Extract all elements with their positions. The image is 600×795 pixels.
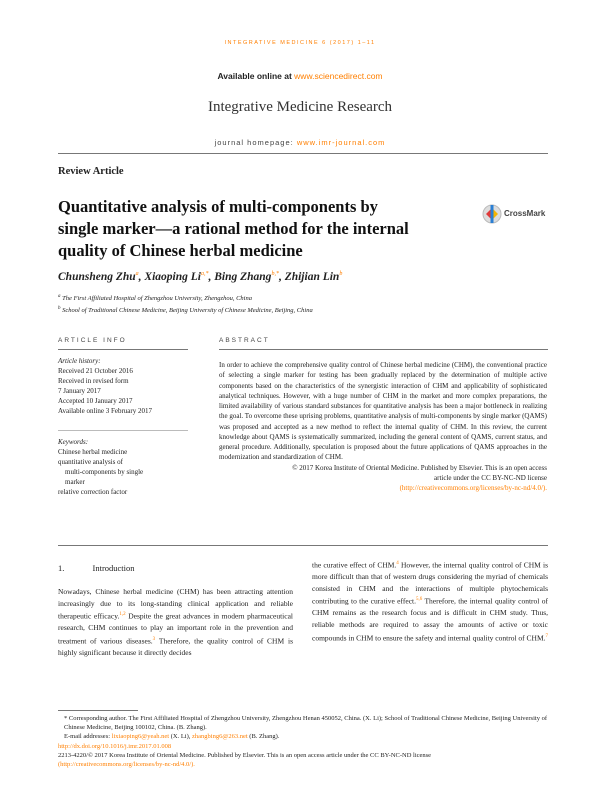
header-rule [58,153,548,154]
journal-name: Integrative Medicine Research [207,99,393,115]
keyword[interactable]: marker [65,478,85,486]
section-number: 1. [58,563,65,573]
email-owner: (B. Zhang). [249,733,280,741]
section-title: Introduction [92,563,135,573]
intro-text: Nowadays, Chinese herbal medicine (CHM) has been attracting attention increasingly due to its long-standing clinical application and reliable therapeutic efficacy. [58,587,293,621]
email-link[interactable]: zhangbing6@263.net [192,733,248,741]
homepage-prefix: journal homepage: [214,138,294,147]
author-name: Bing Zhang [214,271,272,283]
sciencedirect-link[interactable]: www.sciencedirect.com [294,71,383,81]
author-name: Chunsheng Zhu [58,271,136,283]
title-line: single marker—a rational method for the internal [58,219,409,238]
citation[interactable]: 3 [152,636,156,642]
intro-text: Despite the great advances in modern pharmaceutical research, CHM continues to play an important role in the prevention and treatment of various diseases. [58,611,293,646]
affiliation [58,306,313,314]
author-name: Xiaoping Li [144,271,201,283]
keyword[interactable]: multi-components by single [65,468,144,476]
email-prefix: E-mail addresses: [64,733,111,741]
affiliation-text: The First Affiliated Hospital of Zhengzhou University, Zhengzhou, China [62,295,252,303]
affiliation-text: School of Traditional Chinese Medicine, Beijing University of Chinese Medicine, Beijing, China [62,307,313,315]
intro-column-left [58,586,293,659]
affiliation-mark: a [58,294,61,299]
intro-text: the curative effect of CHM. [312,560,397,570]
homepage-link[interactable]: www.imr-journal.com [296,138,386,147]
keyword[interactable]: quantitative analysis of [58,458,123,466]
email-link[interactable]: lixiaoping6@yeah.net [111,733,170,741]
available-prefix: Available online at [217,71,292,81]
crossmark-label: CrossMark [504,209,546,218]
doi-link[interactable]: http://dx.doi.org/10.1016/j.imr.2017.01.008 [58,742,172,750]
author-name: Zhijian Lin [284,271,340,283]
info-divider [58,430,188,431]
title-line: quality of Chinese herbal medicine [58,241,303,260]
author-affil[interactable]: b,* [271,271,279,278]
author-affil[interactable]: b [339,271,343,278]
crossmark-badge[interactable] [480,199,550,229]
history-item: Accepted 10 January 2017 [58,397,133,405]
footnote-rule [58,710,138,711]
license-link[interactable]: (http://creativecommons.org/licenses/by-nc-nd/4.0/). [399,484,547,492]
author-affil[interactable]: a,* [200,271,209,278]
intro-text: However, the internal quality control of CHM is more difficult than that of western drugs considering the myriad of chemicals consisted in CHM and the interactions of multiple phytochemicals contributing to the curative effect. [312,560,548,606]
corresponding-author: * Corresponding author. The First Affiliated Hospital of Zhengzhou University, Zhengzhou Henan 450052, China. (X. Li); School of Traditional Chinese Medicine, Beijing University of Chinese Medicine, Beijing 100102, China. (B. Zhang). [64,715,547,732]
article-type: Review Article [58,166,124,177]
history-label: Article history: [58,357,101,365]
affiliation [58,294,252,302]
abstract-rule [219,349,548,350]
info-rule [58,349,188,350]
history-item: Received in revised form [58,377,129,385]
intro-text: Therefore, the quality control of CHM is highly significant because it directly decides [58,636,293,657]
citation[interactable]: 1,2 [119,612,126,618]
citation[interactable]: 7 [545,633,548,639]
citation[interactable]: 5,6 [415,597,423,603]
available-online [0,71,600,81]
copyright-line: article under the CC BY-NC-ND license [434,473,547,482]
title-line: Quantitative analysis of multi-components by [58,197,378,216]
affiliation-mark: b [58,306,61,311]
intro-text: Therefore, the internal quality control of CHM remains as the research focus and is difficult in CHM study. Thus, reliable methods are required to assay the amounts of active or toxic compounds in CHM to ensure the safety and internal quality control of CHM. [312,596,548,643]
article-history [58,356,188,416]
abstract-bottom-rule [58,545,548,546]
section-heading [58,563,135,573]
intro-column-right [312,558,548,644]
author-list: Chunsheng Zhu$^a$, Xiaoping $Li^{a,*}$, Bing Zhang$^{b,*}$, Zhijian Lin$^b$ [58,271,343,283]
history-item: 7 January 2017 [58,387,101,395]
keywords [58,437,188,497]
history-item: Received 21 October 2016 [58,367,133,375]
keyword[interactable]: Chinese herbal medicine [58,448,128,456]
email-owner: (X. Li), [170,733,191,741]
keywords-label: Keywords: [58,438,89,446]
keyword[interactable]: relative correction factor [58,488,128,496]
citation[interactable]: 4 [396,561,399,566]
issn-line: 2213-4220/© 2017 Korea Institute of Oriental Medicine. Published by Elsevier. This is an open access article under the CC BY-NC-ND license [58,751,432,759]
article-title [58,196,458,262]
running-header: INTEGRATIVE MEDICINE 6 (2017) 1–11 [224,40,376,46]
abstract-text: In order to achieve the comprehensive quality control of Chinese herbal medicine (CHM), the conventional practice of selecting a single marker for testing has been gradually replaced by the determination of multiple active components based on the characteristics of the synergistic interaction of CHM and applicability of sophisticated analytical techniques. However, with a huge number of CHM in the market and more complex preparations, the limited availability of various standard substances for quantitative analysis has been a major bottleneck in realizing the goal. To overcome these uprising problems, quantitative analysis of multi-components by single marker (QAMS) was proposed and accepted as a new method to reflect the internal quality of CHM. In this review, the current knowledge about QAMS is systematically summarized, including the general content of QAMS, current status, and general procedure. Additionally, speculation is proposed about the future applications of QAMS approaches in the modernization and standardization of CHM. [219,361,547,462]
abstract-label: ABSTRACT [219,337,270,344]
footnotes [58,714,548,769]
journal-homepage [0,138,600,147]
article-info-label: ARTICLE INFO [58,337,127,344]
license-footer-link[interactable]: (http://creativecommons.org/licenses/by-nc-nd/4.0/). [58,761,195,769]
history-item: Available online 3 February 2017 [58,407,152,415]
author-affil[interactable]: a [135,271,139,278]
email-line [58,732,548,741]
copyright-line: © 2017 Korea Institute of Oriental Medicine. Published by Elsevier. This is an open access [292,463,547,472]
abstract-body [219,360,547,493]
